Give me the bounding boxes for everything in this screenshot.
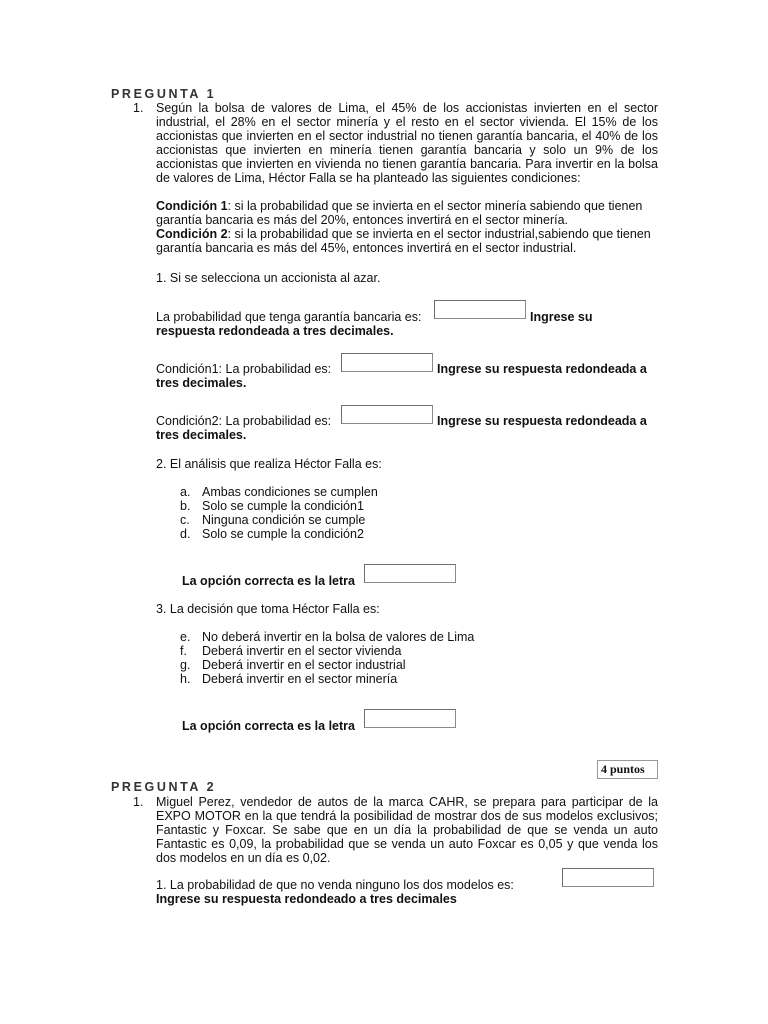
q2-answer-input[interactable]	[562, 868, 654, 887]
part-3-answer-input[interactable]	[364, 709, 456, 728]
option-e	[180, 630, 474, 644]
condition-1-hint-a: Ingrese su respuesta redondeada a	[437, 362, 647, 376]
option-c-text: Ninguna condición se cumple	[202, 513, 366, 527]
option-d-text: Solo se cumple la condición2	[202, 527, 364, 541]
part-3-heading: 3. La decisión que toma Héctor Falla es:	[156, 602, 380, 616]
condition-1-hint-b: tres decimales.	[156, 376, 247, 390]
answer-label-part-2: La opción correcta es la letra	[182, 574, 355, 588]
option-a-letter: a.	[180, 485, 191, 499]
question-2-title: PREGUNTA 2	[111, 780, 217, 794]
option-c-letter: c.	[180, 513, 190, 527]
conditions-block	[156, 199, 658, 255]
question-1-title: PREGUNTA 1	[111, 87, 217, 101]
question-1-intro: Según la bolsa de valores de Lima, el 45% de los accionistas invierten en el sector industrial, el 28% en el sector minería y el resto en el sector vivienda. El 15% de los accionistas que invierten en el sector industrial no tienen garantía bancaria, el 40% de los accionistas que invierten en minería tienen garantía bancaria y solo un 9% de los accionistas que invierten en vivienda no tienen garantía bancaria. Para invertir en la bolsa de valores de Lima, Héctor Falla se ha planteado las siguientes condiciones:	[156, 101, 658, 185]
condition-2-hint-b: tres decimales.	[156, 428, 247, 442]
condition-1-label: Condición 1	[156, 199, 228, 213]
option-d	[180, 527, 364, 541]
option-g-letter: g.	[180, 658, 191, 672]
option-h-text: Deberá invertir en el sector minería	[202, 672, 398, 686]
condition-2-prob-label: Condición2: La probabilidad es:	[156, 414, 332, 428]
option-f	[180, 644, 401, 658]
option-c	[180, 513, 365, 527]
prob-hint-b: respuesta redondeada a tres decimales.	[156, 324, 394, 338]
option-f-letter: f.	[180, 644, 187, 658]
option-h-letter: h.	[180, 672, 191, 686]
option-b	[180, 499, 364, 513]
q2-part-1-label: 1. La probabilidad de que no venda ninguno los dos modelos es:	[156, 878, 514, 892]
points-badge: 4 puntos	[597, 760, 658, 779]
option-g	[180, 658, 406, 672]
part-1-heading: 1. Si se selecciona un accionista al azar.	[156, 271, 381, 285]
question-1-number: 1.	[133, 101, 144, 115]
q2-hint: Ingrese su respuesta redondeado a tres decimales	[156, 892, 457, 906]
question-2-number: 1.	[133, 795, 144, 809]
option-a-text: Ambas condiciones se cumplen	[202, 485, 378, 499]
option-a	[180, 485, 378, 499]
option-d-letter: d.	[180, 527, 191, 541]
part-2-answer-input[interactable]	[364, 564, 456, 583]
option-e-text: No deberá invertir en la bolsa de valores de Lima	[202, 630, 475, 644]
option-e-letter: e.	[180, 630, 191, 644]
option-f-text: Deberá invertir en el sector vivienda	[202, 644, 402, 658]
option-b-text: Solo se cumple la condición1	[202, 499, 364, 513]
condition-2-text: : si la probabilidad que se invierta en el sector industrial,sabiendo que tienen garantía bancaria es más del 45%, entonces invertirá en el sector industrial.	[156, 227, 651, 255]
prob-label: La probabilidad que tenga garantía bancaria es:	[156, 310, 422, 324]
condition-1-prob-label: Condición1: La probabilidad es:	[156, 362, 332, 376]
condition-2-answer-input[interactable]	[341, 405, 433, 424]
option-h	[180, 672, 397, 686]
condition-1-text: : si la probabilidad que se invierta en el sector minería sabiendo que tienen garantía bancaria es más del 20%, entonces invertirá en el sector minería.	[156, 199, 643, 227]
prob-answer-input[interactable]	[434, 300, 526, 319]
answer-label-part-3: La opción correcta es la letra	[182, 719, 355, 733]
prob-hint-a: Ingrese su	[530, 310, 593, 324]
question-2-intro: Miguel Perez, vendedor de autos de la marca CAHR, se prepara para participar de la EXPO MOTOR en la que tendrá la posibilidad de mostrar dos de sus modelos exclusivos; Fantastic y Foxcar. Se sabe que en un día la probabilidad de que se venda un auto Fantastic es 0,09, la probabilidad que se venda un auto Foxcar es 0,05 y que venda los dos modelos en un día es 0,02.	[156, 795, 658, 865]
part-2-heading: 2. El análisis que realiza Héctor Falla es:	[156, 457, 382, 471]
condition-2-hint-a: Ingrese su respuesta redondeada a	[437, 414, 647, 428]
condition-1-answer-input[interactable]	[341, 353, 433, 372]
option-g-text: Deberá invertir en el sector industrial	[202, 658, 406, 672]
option-b-letter: b.	[180, 499, 191, 513]
condition-2-label: Condición 2	[156, 227, 228, 241]
